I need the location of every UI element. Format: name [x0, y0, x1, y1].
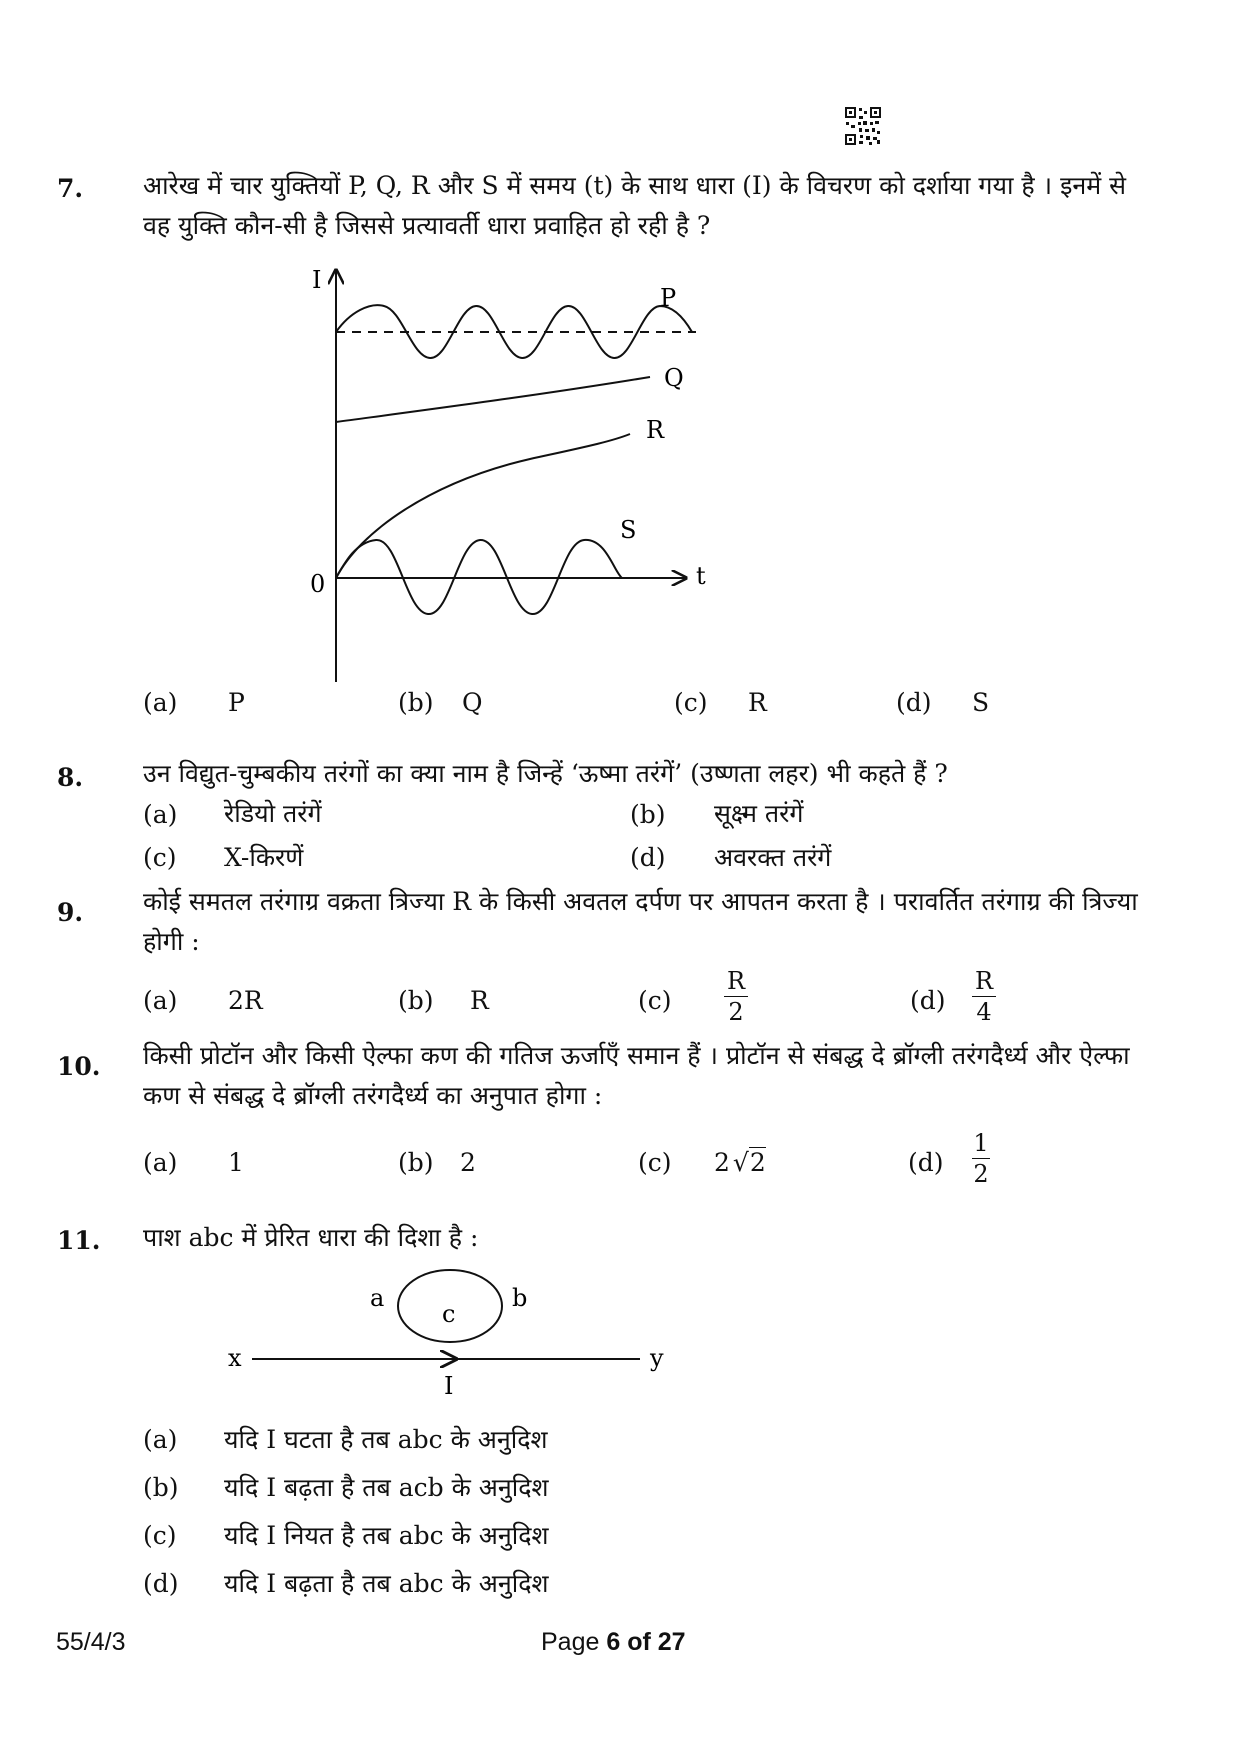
option-label: (a) [143, 1425, 178, 1454]
option-label: (b) [630, 800, 666, 829]
page-total: 27 [657, 1628, 686, 1656]
option-text: 2 [460, 1148, 476, 1177]
option-text: अवरक्त तरंगें [714, 843, 832, 872]
curve-label-r: R [646, 416, 665, 444]
radicand: 2 [749, 1148, 766, 1177]
option-label: (b) [398, 986, 434, 1015]
question-number: 8. [57, 763, 84, 792]
option-text: यदि I नियत है तब abc के अनुदिश [224, 1521, 549, 1550]
question-text: आरेख में चार युक्तियों P, Q, R और S में समय (t) के साथ धारा (I) के विचरण को दर्शाया गया है । इनमें से वह युक्ति कौन-सी है जिससे प्रत्यावर्ती धारा प्रवाहित हो रही है ? [143, 171, 1127, 240]
option-two-root-two [714, 1148, 766, 1177]
loop-wire-figure [220, 1268, 680, 1403]
page-number [541, 1628, 686, 1657]
loop-label-a: a [370, 1284, 385, 1312]
option-text: सूक्ष्म तरंगें [714, 799, 804, 828]
option-text: 1 [228, 1148, 244, 1177]
curve-label-p: P [660, 284, 677, 312]
denominator: 2 [973, 1160, 989, 1188]
current-label: I [444, 1372, 454, 1400]
option-text: R [748, 688, 767, 717]
curve-s [336, 540, 622, 614]
loop-label-c: c [442, 1300, 456, 1328]
question-text: किसी प्रोटॉन और किसी ऐल्फा कण की गतिज ऊर्जाएँ समान हैं । प्रोटॉन से संबद्ध दे ब्रॉग्ली तरंगदैर्ध्य और ऐल्फा कण से संबद्ध दे ब्रॉग्ली तरंगदैर्ध्य का अनुपात होगा : [143, 1041, 1130, 1110]
option-label: (b) [398, 688, 434, 717]
fraction-r-over-4 [972, 966, 996, 1027]
option-label: (a) [143, 800, 178, 829]
denominator: 4 [976, 998, 992, 1026]
option-label: (d) [910, 986, 946, 1015]
question-text: उन विद्युत-चुम्बकीय तरंगों का क्या नाम है जिन्हें ‘ऊष्मा तरंगें’ (उष्णता लहर) भी कहते हैं ? [143, 759, 948, 788]
option-text: P [228, 688, 245, 717]
numerator: 1 [973, 1129, 989, 1157]
option-label: (b) [398, 1148, 434, 1177]
curve-r [336, 434, 630, 578]
option-text: R [470, 986, 489, 1015]
option-text: रेडियो तरंगें [224, 799, 322, 828]
option-text: यदि I घटता है तब abc के अनुदिश [224, 1425, 548, 1454]
curve-label-q: Q [664, 364, 684, 392]
page-prefix: Page [541, 1628, 607, 1656]
option-label: (c) [143, 843, 177, 872]
current-time-graph [290, 262, 730, 687]
y-axis-label: I [312, 266, 322, 294]
question-number: 7. [57, 174, 84, 203]
question-text: पाश abc में प्रेरित धारा की दिशा है : [143, 1223, 479, 1252]
curve-label-s: S [620, 516, 637, 544]
option-label: (c) [638, 986, 672, 1015]
loop-label-b: b [512, 1284, 528, 1312]
fraction-one-half [972, 1128, 990, 1189]
denominator: 2 [728, 998, 744, 1026]
x-axis-label: t [696, 562, 706, 590]
question-text: कोई समतल तरंगाग्र वक्रता त्रिज्या R के किसी अवतल दर्पण पर आपतन करता है । परावर्तित तरंगाग्र की त्रिज्या होगी : [143, 887, 1138, 956]
question-number: 10. [57, 1052, 101, 1081]
fraction-r-over-2 [724, 966, 748, 1027]
question-number: 11. [57, 1226, 101, 1255]
sqrt-icon: √ [732, 1148, 749, 1177]
curve-q [336, 377, 650, 422]
coefficient: 2 [714, 1148, 730, 1177]
wire-label-x: x [228, 1344, 242, 1372]
question-number: 9. [57, 898, 84, 927]
page-current: 6 [606, 1628, 621, 1656]
paper-code: 55/4/3 [56, 1628, 126, 1656]
option-label: (b) [143, 1473, 179, 1502]
option-label: (c) [638, 1148, 672, 1177]
option-text: 2R [228, 986, 263, 1015]
option-label: (d) [143, 1569, 179, 1598]
option-label: (a) [143, 1148, 178, 1177]
option-text: X-किरणें [224, 843, 304, 872]
option-label: (a) [143, 688, 178, 717]
numerator: R [974, 967, 994, 995]
qr-code-icon [845, 107, 881, 145]
option-text: S [972, 688, 990, 717]
page-mid: of [620, 1628, 658, 1656]
numerator: R [726, 967, 746, 995]
option-text: यदि I बढ़ता है तब acb के अनुदिश [224, 1473, 549, 1502]
option-label: (c) [143, 1521, 177, 1550]
wire-label-y: y [650, 1344, 664, 1372]
option-label: (d) [630, 843, 666, 872]
option-label: (d) [896, 688, 932, 717]
option-label: (c) [674, 688, 708, 717]
option-label: (d) [908, 1148, 944, 1177]
option-text: यदि I बढ़ता है तब abc के अनुदिश [224, 1569, 549, 1598]
option-label: (a) [143, 986, 178, 1015]
option-text: Q [462, 688, 483, 717]
origin-label: 0 [310, 570, 326, 598]
